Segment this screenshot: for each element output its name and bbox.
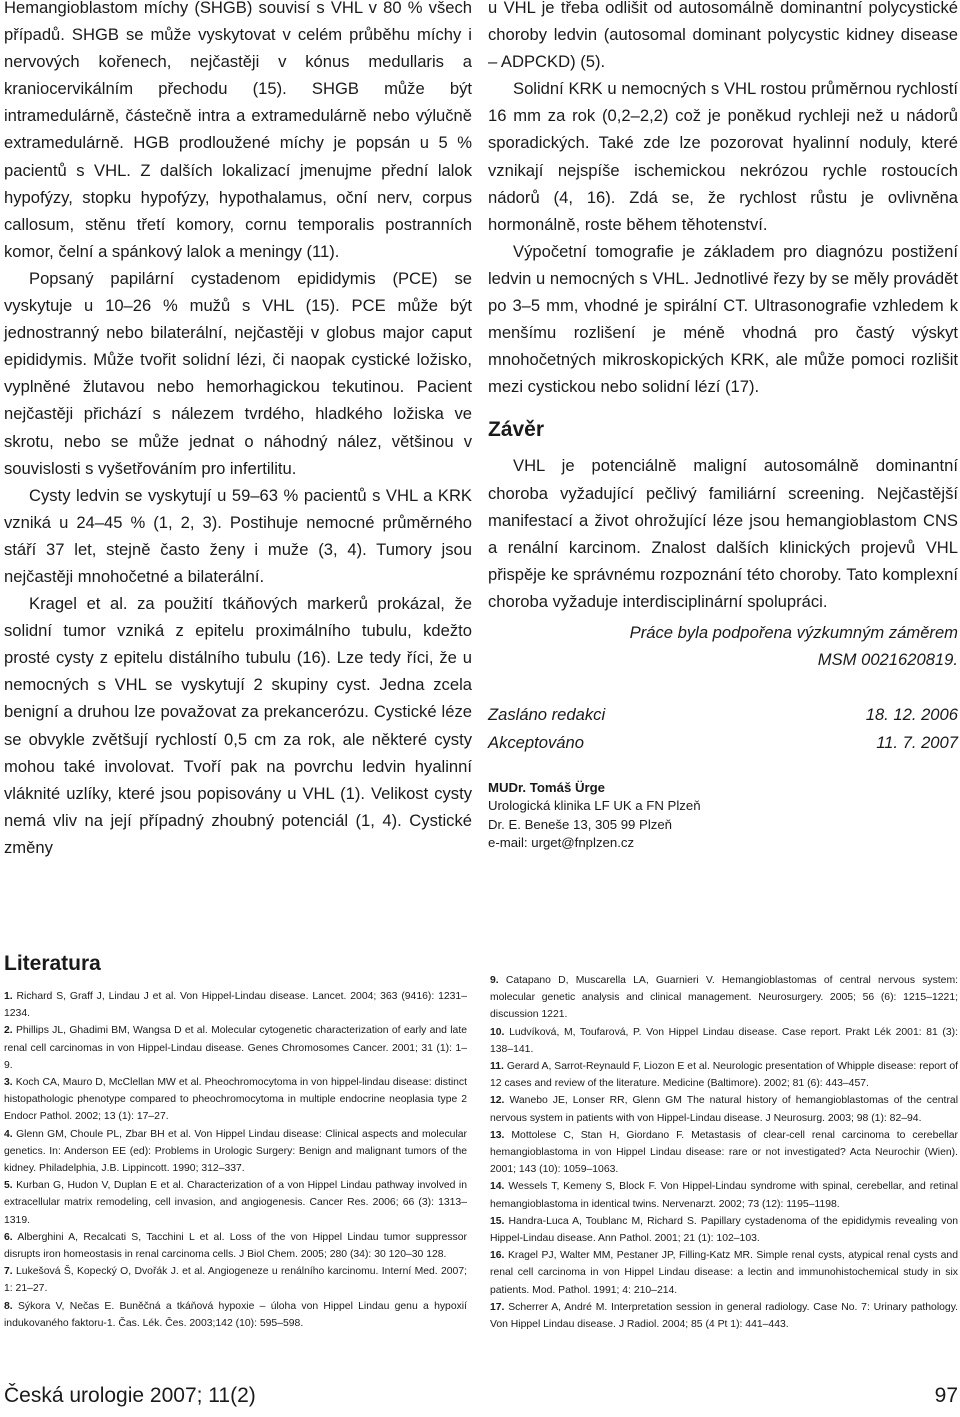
- reference-number: 2.: [4, 1025, 13, 1037]
- reference-text: Wanebo JE, Lonser RR, Glenn GM The natural history of hemangioblastomas of the central nervous system in patients with von Hippel-Lindau disease. J Neurosurg. 2003; 98 (1): 82–94.: [490, 1095, 958, 1124]
- reference-list-right: [490, 972, 958, 1333]
- reference-item: [490, 1092, 958, 1126]
- reference-item: [4, 1229, 467, 1263]
- date-row: [488, 729, 958, 757]
- conclusion-paragraph: VHL je potenciálně maligní autosomálně dominantní choroba vyžadující pečlivý familiární screening. Nejčastější manifestací a život ohrožující léze jsou hemangioblastom CNS a renální karcinom. Znalost dalších klinických projevů VHL přispěje ke správnému rozpoznání této choroby. Tato komplexní choroba vyžaduje interdisciplinární spolupráci.: [488, 456, 958, 611]
- date-value: 18. 12. 2006: [865, 705, 958, 725]
- reference-number: 8.: [4, 1300, 13, 1312]
- acknowledgement: [488, 619, 958, 673]
- reference-number: 7.: [4, 1266, 13, 1278]
- reference-text: Catapano D, Muscarella LA, Guarnieri V. Hemangioblastomas of central nervous system: molecular genetic analysis and clinical management. Neurosurgery. 2005; 56 (6): 1215–1221; discussion 1221.: [490, 975, 958, 1021]
- reference-number: 3.: [4, 1077, 13, 1089]
- paragraph: Výpočetní tomografie je základem pro diagnózu postižení ledvin u nemocných s VHL. Jednotlivé řezy by se měly provádět po 3–5 mm, vhodné je spirální CT. Ultrasonografie vzhledem k menšímu rozlišení je méně vhodná pro častý výskyt mnohočetných mikroskopických KRK, ale může pomoci rozlišit mezi cystickou nebo solidní lézí (17).: [488, 241, 958, 397]
- reference-text: Scherrer A, André M. Interpretation session in general radiology. Case No. 7: Urinary pathology. Von Hippel Lindau disease. J Radiol. 2004; 85 (4 Pt 1): 441–443.: [490, 1301, 959, 1331]
- reference-item: [490, 972, 958, 1024]
- reference-item: [4, 1022, 467, 1074]
- journal-footer: Česká urologie 2007; 11(2): [4, 1384, 256, 1407]
- date-label: Zasláno redakci: [488, 705, 606, 725]
- literature-heading: Literatura: [4, 952, 101, 975]
- reference-number: 15.: [490, 1215, 505, 1227]
- right-text-column: [488, 0, 958, 852]
- date-row: [488, 701, 958, 729]
- reference-number: 14.: [490, 1181, 505, 1193]
- reference-number: 9.: [490, 975, 499, 986]
- reference-text: Phillips JL, Ghadimi BM, Wangsa D et al. Molecular cytogenetic characterization of early and late renal cell carcinomas in von Hippel-Lindau disease. Genes Chromosomes Cancer. 2001; 31 (1): 1–9.: [4, 1025, 468, 1071]
- page-number: 97: [934, 1384, 958, 1407]
- reference-number: 4.: [4, 1128, 13, 1140]
- reference-text: Wessels T, Kemeny S, Block F. Von Hippel-Lindau syndrome with spinal, cerebellar, and retinal hemangioblastoma in identical twins. Nervenarzt. 2002; 73 (12): 1195–1198.: [490, 1181, 958, 1210]
- reference-text: Richard S, Graff J, Lindau J et al. Von Hippel-Lindau disease. Lancet. 2004; 363 (9416): 1231–1234.: [4, 991, 467, 1020]
- reference-text: Koch CA, Mauro D, McClellan MW et al. Pheochromocytoma in von hippel-lindau disease: distinct histopathologic phenotype compared to pheochromocytoma in multiple endocrine neoplasia type 2 Endocr Pathol. 2002; 13 (1): 17–27.: [4, 1077, 467, 1123]
- paragraph: Cysty ledvin se vyskytují u 59–63 % pacientů s VHL a KRK vzniká u 24–45 % (1, 2, 3). Postihuje nemocné průměrného stáří 37 let, stejně často ženy i muže (3, 4). Tumory jsou nejčastěji mnohočetné a bilaterální.: [4, 485, 472, 586]
- date-value: 11. 7. 2007: [876, 733, 958, 753]
- reference-item: [490, 1058, 958, 1092]
- reference-number: 1.: [4, 991, 13, 1002]
- reference-item: [4, 1074, 467, 1126]
- reference-text: Ludvíková, M, Toufarová, P. Von Hippel Lindau disease. Case report. Prakt Lék 2001: 81 (3): 138–141.: [490, 1026, 959, 1055]
- acknowledgement-line: MSM 0021620819.: [817, 650, 958, 670]
- reference-item: [4, 988, 467, 1022]
- reference-item: [490, 1024, 958, 1058]
- reference-text: Handra-Luca A, Toublanc M, Richard S. Papillary cystadenoma of the epididymis revealing von Hippel-Lindau disease. Ann Pathol. 2001; 21 (1): 102–103.: [490, 1215, 958, 1245]
- reference-item: [490, 1178, 958, 1212]
- author-name: MUDr. Tomáš Ürge: [488, 780, 605, 796]
- date-label: Akceptováno: [488, 733, 584, 753]
- paragraph: Kragel et al. za použití tkáňových markerů prokázal, že solidní tumor vzniká z epitelu proximálního tubulu, kdežto prosté cysty z epitelu distálního tubulu (16). Lze tedy říci, že u nemocných s VHL se vyskytují 2 skupiny cyst. Jedna zcela benigní a druhou lze považovat za prekancerózu. Cystické léze se obvykle zvětšují rychlostí 0,5 cm za rok, ale některé cysty mohou také involovat. Tvoří pak na povrchu ledvin hyalinní vláknité uzlíky, které jsou popisovány u VHL (1). Velikost cysty nemá vliv na její případný zhoubný potenciál (1, 4). Cystické změny: [4, 594, 472, 857]
- reference-text: Glenn GM, Choule PL, Zbar BH et al. Von Hippel Lindau disease: Clinical aspects and molecular genetics. In: Anderson EE (ed): Problems in Urologic Surgery: Benign and malignant tumors of the kidney. Philadelphia, J.B. Lippincott. 1990; 312–337.: [4, 1128, 468, 1175]
- reference-number: 11.: [490, 1061, 504, 1073]
- paragraph: Hemangioblastom míchy (SHGB) souvisí s VHL v 80 % všech případů. SHGB se může vyskytovat v celém průběhu míchy i nervových kořenech, nejčastěji v kónus medullaris a kraniocervikálním přechodu (15). SHGB může být intramedulárně, částečně intra a extramedulárně nebo výlučně extramedulárně. HGB prodloužené míchy je popsán u 5 % pacientů s VHL. Z dalších lokalizací jmenujme přední lalok hypofýzy, stopku hypofýzy, hypothalamus, oční nerv, corpus callosum, stěnu třetí komory, cornu temporalis postranních komor, čelní a spánkový lalok a meningy (11).: [4, 0, 472, 261]
- reference-item: [4, 1177, 467, 1229]
- left-text-column: [4, 0, 472, 861]
- reference-item: [490, 1247, 958, 1299]
- reference-text: Gerard A, Sarrot-Reynauld F, Liozon E et al. Neurologic presentation of Whipple disease: report of 12 cases and review of the literature. Medicine (Baltimore). 2002; 81 (6): 443–457.: [490, 1061, 958, 1090]
- reference-list-left: [4, 988, 467, 1332]
- reference-item: [4, 1298, 467, 1332]
- reference-text: Mottolese C, Stan H, Giordano F. Metastasis of clear-cell renal carcinoma to cerebellar hemangioblastoma in von Hippel Lindau disease: rare or not investigated? Acta Neurochir (Wien). 2001; 143 (10): 1059–1063.: [490, 1129, 958, 1176]
- reference-item: [490, 1299, 958, 1333]
- reference-text: Kurban G, Hudon V, Duplan E et al. Characterization of a von Hippel Lindau pathway involved in extracellular matrix remodeling, cell invasion, and angiogenesis. Cancer Res. 2006; 66 (3): 1313–1319.: [4, 1180, 467, 1226]
- paragraph: Solidní KRK u nemocných s VHL rostou průměrnou rychlostí 16 mm za rok (0,2–2,2) což je poněkud rychleji než u nádorů sporadických. Také zde lze pozorovat hyalinní noduly, které vznikají nejspíše ischemickou nekrózou rychle rostoucích nádorů (4, 16). Zdá se, že rychlost růstu je ovlivněna hormonálně, roste během těhotenství.: [488, 79, 958, 234]
- author-affiliation: Urologická klinika LF UK a FN Plzeň: [488, 798, 701, 814]
- reference-text: Sýkora V, Nečas E. Buněčná a tkáňová hypoxie – úloha von Hippel Lindau genu a hypoxií indukovaného faktoru-1. Čas. Lék. Čes. 2003;142 (10): 595–598.: [4, 1300, 467, 1329]
- author-block: [488, 779, 958, 852]
- reference-number: 17.: [490, 1301, 505, 1313]
- acknowledgement-line: Práce byla podpořena výzkumným záměrem: [629, 622, 958, 642]
- reference-item: [4, 1126, 467, 1178]
- reference-item: [4, 1263, 467, 1297]
- author-email[interactable]: e-mail: urget@fnplzen.cz: [488, 835, 635, 851]
- reference-text: Kragel PJ, Walter MM, Pestaner JP, Filling-Katz MR. Simple renal cysts, atypical renal cysts and renal cell carcinoma in von Hippel Lindau disease: a lectin and immunohistochemical study in six patients. Mod. Pathol. 1991; 4: 210–214.: [490, 1250, 958, 1296]
- reference-item: [490, 1213, 958, 1247]
- author-address: Dr. E. Beneše 13, 305 99 Plzeň: [488, 816, 673, 832]
- paragraph: u VHL je třeba odlišit od autosomálně dominantní polycystické choroby ledvin (autosomal dominant polycystic kidney disease – ADPCKD) (5).: [488, 0, 958, 72]
- reference-number: 5.: [4, 1180, 13, 1192]
- reference-number: 16.: [490, 1250, 505, 1262]
- conclusion-heading: Závěr: [488, 418, 545, 442]
- paragraph: Popsaný papilární cystadenom epididymis (PCE) se vyskytuje u 10–26 % mužů s VHL (15). PCE může být jednostranný nebo bilaterální, nejčastěji v globus major caput epididymis. Může tvořit solidní lézi, či naopak cystické ložisko, vyplněné žlutavou nebo hemorhagickou tekutinou. Pacient nejčastěji přichází s nálezem tvrdého, hladkého ložiska ve skrotu, nebo se může jednat o náhodný nález, většinou v souvislosti s vyšetřováním pro infertilitu.: [4, 268, 472, 478]
- reference-number: 13.: [490, 1129, 505, 1141]
- reference-text: Alberghini A, Recalcati S, Tacchini L et al. Loss of the von Hippel Lindau tumor suppressor disrupts iron homeostasis in renal carcinoma cells. J Biol Chem. 2005; 280 (34): 30 120–30 128.: [4, 1231, 467, 1261]
- submission-dates: [488, 701, 958, 757]
- reference-item: [490, 1127, 958, 1179]
- reference-number: 10.: [490, 1026, 505, 1038]
- reference-number: 12.: [490, 1095, 505, 1107]
- reference-text: Lukešová Š, Kopecký O, Dvořák J. et al. Angiogeneze u renálního karcinomu. Interní Med. 2007; 1: 21–27.: [4, 1266, 467, 1295]
- reference-number: 6.: [4, 1231, 13, 1243]
